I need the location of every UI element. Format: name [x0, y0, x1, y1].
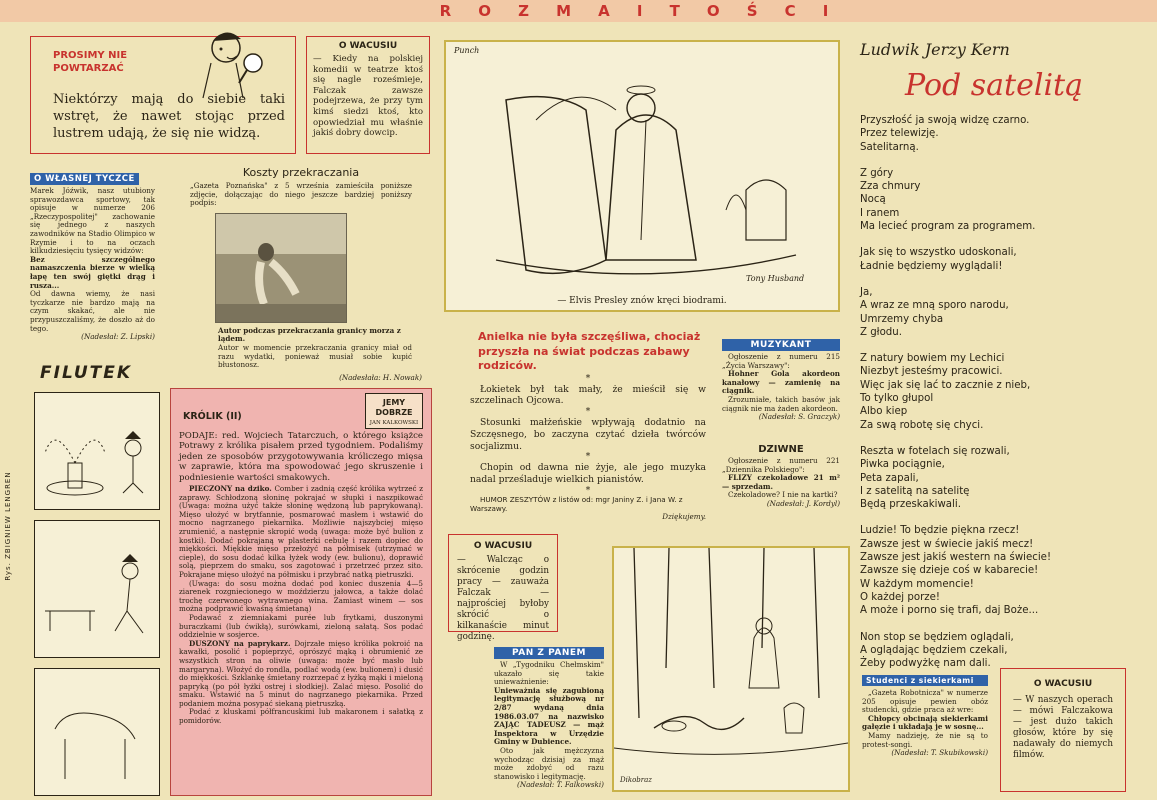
- anielka-item: Stosunki małżeńskie wpływają dodatnio na Szczęsnego, bo zaczyna czytać dzieła twórców socjalizmu.: [470, 417, 706, 452]
- elvis-cartoon-illustration: [456, 60, 828, 292]
- header-letter: C: [784, 2, 798, 20]
- header-letter: Ś: [746, 2, 760, 20]
- wacusiu-text: — W naszych operach — mówi Falczakowa — jest dużo takich głosów, które by się nadawały do niemych filmów.: [1013, 695, 1113, 760]
- poem-line: I z satelitą na satelitę: [860, 485, 970, 497]
- poem-title: Pod satelitą: [905, 68, 1083, 103]
- header-letter: I: [636, 2, 645, 20]
- swimmer-figure-icon: [216, 214, 346, 322]
- krolik-p5: Podać z kluskami półfrancuskimi lub makaronem i sałatką z pomidorów.: [179, 707, 423, 726]
- poem-line: Piwka pociągnie,: [860, 459, 945, 471]
- poem-body: [860, 114, 1150, 670]
- studenci-signature: (Nadesłał: T. Skubikowski): [891, 748, 988, 758]
- koszty-caption: Autor w momencie przekraczania granicy miał od razu wydatki, ponieważ musiał sobie kupić błustonosz.: [218, 342, 412, 370]
- poem-line: Z góry: [860, 167, 894, 179]
- poem-line: Albo kiep: [860, 406, 908, 418]
- studenci-title: Studenci z siekierkami: [862, 675, 988, 686]
- tyczka-p2: Bez szczególnego namaszczenia bierze w wielką łapę ten swój giętki drąg i rusza...: [30, 254, 155, 290]
- krolik-p1-text: Comber i zadnią część królika wytrzeć z zaprawy. Schłodzoną słoninę pokrajać w słupki i naszpikować (Uwaga: można użyć także słoninę wędzoną lub paprykowaną). Mięso ułożyć w brytfannie, posmarować masłem i wstawić do mocno nagrzanego piekarnika. Możliwie najszybciej mięso zrumienić, a następnie skropić wodą (uwaga: może być bulion z kostki). Dodać pokrajaną w plasterki cebulę i razem dopiec do miękkości. Miękkie mięso przełożyć na półmisek (utrzymać w cieple), do sosu dodać kilka łyżek wody (ew. bulionu), doprawić solą, pieprzem do smaku, sos zagotować i przetrzeć przez sito. Pokrajane mięso ułożyć na półmisku i przybrać natką pietruszki.: [179, 484, 423, 579]
- poem-line: Non stop se będziem oglądali,: [860, 631, 1014, 643]
- wacusiu-title: O WACUSIU: [338, 41, 398, 51]
- poem-line: Będą przeskakiwali.: [860, 499, 961, 511]
- studenci-bold: Chłopcy obcinają siekierkami gałęzie i układają je w sosnę...: [862, 713, 988, 732]
- poem-line: Zza chmury: [860, 181, 921, 193]
- sleeping-dog-illustration: [35, 669, 159, 795]
- poem-line: A oglądając będziem czekali,: [860, 644, 1008, 656]
- dziwne-title: DZIWNE: [758, 444, 804, 455]
- beach-photo: [215, 213, 347, 323]
- krolik-box: [170, 388, 432, 796]
- poem-line: Jak się to wszystko udoskonali,: [860, 247, 1017, 259]
- poem-line: Ładnie będziemy wyglądali!: [860, 260, 1003, 272]
- poem-line: Zawsze jest jakiś western na świecie!: [860, 552, 1052, 564]
- anielka-item: Łokietek był tak mały, że mieścił się w szczelinach Ojcowa.: [470, 383, 706, 407]
- anielka-footer: HUMOR ZESZYTÓW z listów od: mgr Janiny Z. i Jana W. z Warszawy.: [470, 495, 683, 513]
- punch-signature: Tony Husband: [746, 274, 805, 283]
- fountain-illustration: [35, 393, 159, 509]
- poem-line: Niezbyt jesteśmy pracowici.: [860, 366, 1003, 378]
- star-divider: *: [585, 486, 591, 497]
- muzykant-text: Ogłoszenie z numeru 215 „Życia Warszawy":: [722, 352, 840, 370]
- punch-caption: — Elvis Presley znów kręci biodrami.: [557, 296, 727, 306]
- poem-line: A wraz ze mną sporo narodu,: [860, 300, 1009, 312]
- wacusiu-text: — Kiedy na polskiej komedii w teatrze ktoś się nagle roześmieje, Falczak zawsze podejrzewa, że przy tym kimś siedzi ktoś, kto opowiedział mu właśnie jakiś dobry dowcip.: [313, 54, 423, 139]
- muzykant-section: [722, 332, 840, 442]
- jemy-dobrze-author: JAN KALKOWSKI: [369, 420, 419, 426]
- koszty-caption-bold: Autor podczas przekraczania granicy morza z lądem.: [218, 325, 401, 344]
- muzykant-bold: Hohner Gola akordeon kanałowy — zamienię na ciągnik.: [722, 369, 840, 396]
- muzykant-comment: Zrozumiałe, takich basów jak ciągnik nie ma żaden akordeon.: [722, 394, 840, 413]
- wacusiu-box-3: [1000, 668, 1126, 792]
- dziwne-bold: FLIZY czekoladowe 21 m² — sprzedam.: [722, 473, 840, 491]
- wacusiu-text: — Walcząc o skrócenie godzin pracy — zauważa Falczak — najprościej byłoby skrócić o kilkanaście minut godzinę.: [457, 555, 549, 642]
- poem-line: Więc jak się lać to zacznie z nieb,: [860, 379, 1031, 391]
- poem-line: O każdej porze!: [860, 591, 940, 603]
- side-credit: Rys. ZBIGNIEW LENGREN: [4, 471, 12, 581]
- poem-line: Zawsze jest w świecie jakiś mecz!: [860, 538, 1034, 550]
- bench-illustration: [35, 521, 159, 657]
- panem-signature: (Nadesłał: T. Falkowski): [517, 780, 604, 790]
- header-letter: T: [669, 2, 682, 20]
- krolik-p4-head: DUSZONY na paprykarz.: [189, 638, 291, 648]
- krolik-p2: (Uwaga: do sosu można dodać pod koniec duszenia 4—5 ziarenek rozgniecionego w moździerzu jałowca, a także dolać trochę czerwonego wytrawnego wina. Zamiast winem — sos można podprawić kwaśną śmietaną): [179, 578, 423, 614]
- poem-line: Przyszłość ja swoją widzę czarno.: [860, 115, 1030, 126]
- poem-line: I ranem: [860, 207, 900, 219]
- poem-author: Ludwik Jerzy Kern: [860, 40, 1010, 59]
- panem-section: [494, 640, 604, 796]
- wacusiu-box-1: [306, 36, 430, 154]
- tyczka-signature: (Nadesłał: Z. Lipski): [81, 332, 155, 342]
- krolik-intro: PODAJE: red. Wojciech Tatarczuch, o którego książce Potrawy z królika pisałem przed tygodniem. Podaliśmy jeden ze sposobów przygotowywania króliczego mięsa w zaprawie, która ma spowodować jego skruszenie i podniesienie wartości smakowych.: [179, 431, 423, 483]
- anielka-thanks: Dziękujemy.: [662, 512, 706, 522]
- prosimy-box: [30, 36, 296, 154]
- poem-line: Peta zapali,: [860, 472, 919, 484]
- studenci-section: [862, 668, 988, 796]
- poem-line: Z głodu.: [860, 326, 902, 338]
- poem-line: Reszta w fotelach się rozwali,: [860, 445, 1010, 457]
- header-letter: O: [478, 2, 494, 20]
- wacusiu-title: O WACUSIU: [473, 541, 533, 551]
- punch-source: Punch: [454, 46, 480, 55]
- header-letter: R: [439, 2, 454, 20]
- prosimy-text: Niektórzy mają do siebie taki wstręt, że nawet stojąc przed lustrem udają, że się nie widzą.: [53, 92, 285, 141]
- header-letter: O: [706, 2, 722, 20]
- poem-line: Nocą: [860, 194, 886, 206]
- filutek-panel-2: [34, 520, 160, 658]
- poem-line: Ludzie! To będzie piękna rzecz!: [860, 525, 1020, 537]
- poem-line: To tylko głupol: [860, 393, 934, 405]
- poem-line: Za swą robotę się chyci.: [860, 419, 984, 431]
- jemy-dobrze-label: JEMY DOBRZE: [375, 398, 413, 417]
- poem-line: Ma lecieć program za programem.: [860, 221, 1036, 233]
- koszty-signature: (Nadesłała: H. Nowak): [339, 372, 422, 382]
- tyczka-section: [30, 166, 155, 346]
- krolik-p3: Podawać z ziemniakami purée lub frytkami, duszonymi buraczkami (lub ćwikłą), surówkami, zieloną sałatą. Sos podać oddzielnie w sosjerce.: [179, 612, 423, 640]
- dziwne-text: Ogłoszenie z numeru 221 „Dziennika Polskiego":: [722, 456, 840, 474]
- koszty-section: [170, 166, 432, 382]
- anielka-section: [470, 330, 706, 526]
- dikobraz-cartoon-frame: [612, 546, 850, 792]
- krolik-p4-text: Dojrzałe mięso królika pokroić na kawałki, posolić i popieprzyć, oprószyć mąką i obrumienić ze wszystkich stron na oliwie (uwaga: może być masło lub margaryna). Włożyć do rondla, podlać wodą (ew. bulionem) i dusić do miękkości. Szklankę śmietany rozrzepać z łyżką mąki i mieloną papryką (po pół łyżki ostrej i słodkiej). Zalać mięso. Posolić do smaku. Wstawić na 5 minut do nagrzanego piekarnika. Przed podaniem można posypać siekaną pietruszką.: [179, 638, 423, 708]
- poem-line: Żeby podwyżkę nam dali.: [860, 658, 991, 670]
- koszty-intro: „Gazeta Poznańska" z 5 września zamieściła poniższe zdjęcie, dołączając do niego jeszcze bardziej poniższy podpis:: [190, 181, 412, 208]
- dziwne-section: [722, 444, 840, 526]
- studenci-intro: „Gazeta Robotnicza" w numerze 205 opisuje pewien obóz studencki, gdzie praca aż wre:: [862, 688, 988, 715]
- poem-line: A może i porno się trafi, daj Boże...: [860, 605, 1039, 617]
- krolik-p1-head: PIECZONY na dziko.: [189, 484, 272, 494]
- poem-line: Umrzemy chyba: [860, 313, 944, 325]
- poem-line: Zawsze się dzieje coś w kabarecie!: [860, 565, 1039, 577]
- anielka-lead: Anielka nie była szczęśliwa, chociaż przyszła na świat podczas zabawy rodziców.: [478, 330, 701, 372]
- panem-comment: Oto jak mężczyzna wychodząc dzisiaj za mąż może zdobyć od razu stanowisko i legitymację.: [494, 745, 604, 781]
- poem-line: Przez telewizję.: [860, 128, 939, 140]
- panem-title: PAN Z PANEM: [494, 647, 604, 659]
- filutek-title: FILUTEK: [40, 363, 133, 383]
- studenci-comment: Mamy nadzieję, że nie są to protest-songi.: [862, 730, 988, 749]
- panem-bold: Unieważnia się zagubioną legitymację służbową nr 2/87 wydaną dnia 1986.03.07 na nazwisko ZAJĄC TADEUSZ — mąż Inspektora w Urzędzie Gminy w Dubience.: [494, 685, 604, 747]
- tyczka-p1: Marek Jóźwik, nasz utubiony sprawozdawca sportowy, tak opisuje w numerze 206 „Rzeczypospolitej" zachowanie się jednego z naszych zawodników na Stadio Olimpico w Rzymie i to na oczach kilkudziesięciu tysięcy widzów:: [30, 186, 156, 256]
- star-divider: *: [585, 407, 591, 418]
- poem-line: Ja,: [860, 286, 873, 298]
- header-letter: Z: [518, 2, 532, 20]
- header-letter: A: [598, 2, 612, 20]
- muzykant-title: MUZYKANT: [722, 339, 840, 351]
- krolik-title: KRÓLIK (II): [183, 411, 242, 422]
- header-letter: M: [556, 2, 574, 20]
- forest-snake-cartoon-illustration: [614, 548, 848, 774]
- dziwne-signature: (Nadesłał: J. Kordyl): [766, 498, 840, 508]
- punch-cartoon-frame: [444, 40, 840, 312]
- header-letter: I: [822, 2, 831, 20]
- poem-line: W każdym momencie!: [860, 578, 974, 590]
- wacusiu-title: O WACUSIU: [1033, 679, 1093, 689]
- header-title: [395, 1, 875, 21]
- star-divider: *: [585, 373, 591, 384]
- muzykant-signature: (Nadesłał: S. Graczyk): [758, 412, 840, 422]
- dziwne-comment: Czekoladowe? I nie na kartki?: [728, 490, 838, 500]
- filutek-panel-3: [34, 668, 160, 796]
- anielka-item: Chopin od dawna nie żyje, ale jego muzyka nadal prześladuje wielkich pianistów.: [470, 462, 706, 486]
- poem-line: Z natury bowiem my Lechici: [860, 353, 1005, 365]
- tyczka-title: O WŁASNEJ TYCZCE: [30, 173, 139, 185]
- wacusiu-box-2: [448, 534, 558, 642]
- dikobraz-source: Dikobraz: [620, 776, 652, 784]
- prosimy-title: PROSIMY NIE POWTARZAĆ: [53, 50, 128, 74]
- koszty-title: Koszty przekraczania: [242, 166, 360, 179]
- jemy-dobrze-badge: [365, 393, 423, 429]
- star-divider: *: [585, 452, 591, 463]
- tyczka-p3: Od dawna wiemy, że nasi tyczkarze nie bardzo mają na czym skakać, ale nie przypuszczaliśmy, że doszło aż do tego.: [30, 289, 155, 333]
- krolik-body: [179, 431, 423, 726]
- poem-line: Satelitarną.: [860, 141, 919, 153]
- krolik-p1: [179, 485, 423, 580]
- panem-intro: W „Tygodniku Chełmskim" ukazało się takie unieważnienie:: [494, 660, 604, 687]
- filutek-panel-1: [34, 392, 160, 510]
- krolik-p4: [179, 640, 423, 709]
